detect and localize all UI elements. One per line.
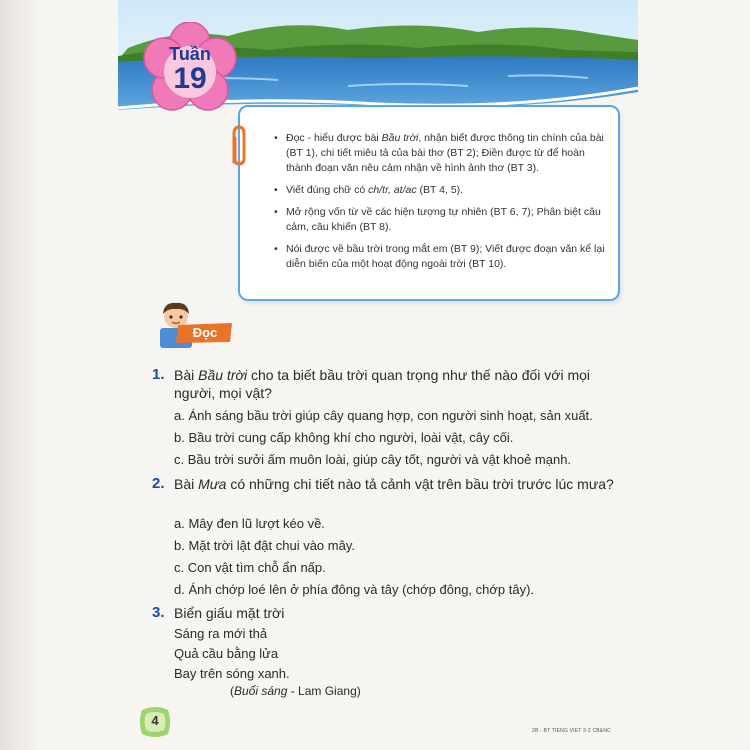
- week-number: 19: [173, 62, 207, 95]
- answer-option: a. Mây đen lũ lượt kéo về.: [174, 516, 325, 531]
- question-text: Bài Bầu trời cho ta biết bầu trời quan trọng như thế nào đối với mọi người, mọi vật?: [174, 367, 591, 401]
- answer-option: b. Bầu trời cung cấp không khí cho người, loài vật, cây cối.: [174, 430, 514, 445]
- poem-line: Biển giấu mặt trời: [174, 605, 285, 621]
- goal-item: • Đọc - hiểu được bài Bầu trời, nhận biết được thông tin chính của bài (BT 1), chi tiết miêu tả của bài thơ (BT 2); Điền được từ để hoàn thành đoạn văn nêu cảm nhận về hình ảnh thơ (BT 3).: [274, 131, 610, 176]
- section-tag-doc: [176, 322, 234, 344]
- section-label: Đọc: [192, 325, 218, 340]
- answer-option: c. Bầu trời sưởi ấm muôn loài, giúp cây tốt, người và vật khoẻ mạnh.: [174, 452, 572, 467]
- goal-item: • Viết đúng chữ có ch/tr, at/ac (BT 4, 5).: [274, 183, 610, 198]
- paperclip-icon: [228, 124, 250, 168]
- question-number: 1.: [152, 366, 165, 383]
- poem-line: Quả cầu bằng lửa: [174, 646, 279, 661]
- goals-list: [274, 131, 610, 279]
- question-text: Bài Mưa có những chi tiết nào tả cảnh vật trên bầu trời trước lúc mưa?: [174, 476, 614, 492]
- page-number: 4: [151, 713, 159, 728]
- week-flower-badge: [142, 22, 238, 118]
- footer-code: 2B - BT TIENG VIET 3-2 CB&NC: [532, 728, 611, 734]
- answer-option: a. Ánh sáng bầu trời giúp cây quang hợp, con người sinh hoạt, sản xuất.: [174, 408, 593, 423]
- question-number: 2.: [152, 475, 165, 492]
- goal-item: • Nói được về bầu trời trong mắt em (BT 9); Viết được đoạn văn kể lại diễn biến của một hoạt động ngoài trời (BT 10).: [274, 242, 610, 272]
- answer-option: b. Mặt trời lật đật chui vào mây.: [174, 538, 355, 553]
- goal-item: • Mở rộng vốn từ về các hiện tượng tự nhiên (BT 6, 7); Phân biệt câu cảm, câu khiến (BT 8).: [274, 205, 610, 235]
- question-number: 3.: [152, 604, 165, 621]
- poem-line: Sáng ra mới thả: [174, 626, 268, 641]
- answer-option: c. Con vật tìm chỗ ẩn nấp.: [174, 560, 326, 575]
- poem-line: Bay trên sóng xanh.: [174, 666, 290, 681]
- answer-option: d. Ánh chớp loé lên ở phía đông và tây (chớp đông, chớp tây).: [174, 582, 535, 597]
- poem-source: (Buổi sáng - Lam Giang): [230, 684, 361, 698]
- page-number-badge: [138, 704, 172, 740]
- page-gutter: [0, 0, 40, 750]
- week-label: Tuần: [169, 44, 211, 64]
- learning-goals-box: [238, 105, 620, 301]
